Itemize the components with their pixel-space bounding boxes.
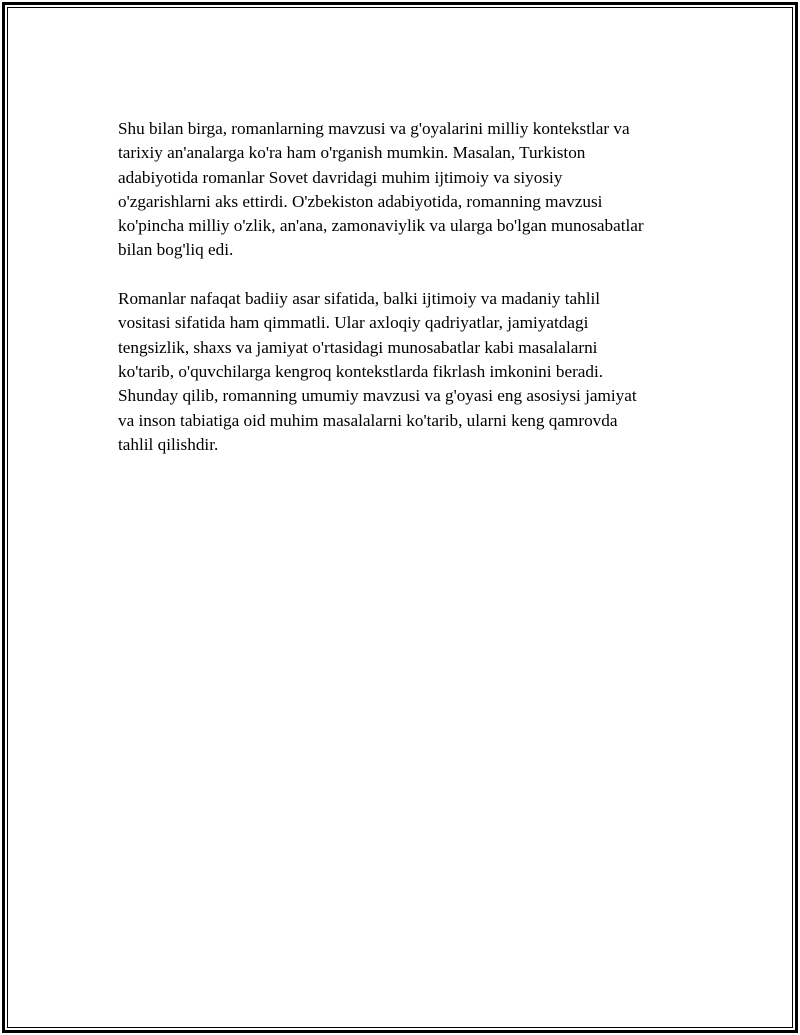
text-line: Shu bilan birga, romanlarning mavzusi va g'oyalarini milliy kontekstlar va xyxy=(118,119,630,138)
paragraph-1 xyxy=(118,117,718,263)
text-line: bilan bog'liq edi. xyxy=(118,240,234,260)
text-line: tengsizlik, shaxs va jamiyat o'rtasidagi munosabatlar kabi masalalarni xyxy=(118,337,598,357)
text-line: tahlil qilishdir. xyxy=(118,434,219,454)
text-line: ko'tarib, o'quvchilarga kengroq kontekstlarda fikrlash imkonini beradi. xyxy=(118,361,604,381)
text-line: vositasi sifatida ham qimmatli. Ular axloqiy qadriyatlar, jamiyatdagi xyxy=(118,313,589,333)
paragraph-2 xyxy=(118,287,718,457)
text-line: Romanlar nafaqat badiiy asar sifatida, balki ijtimoiy va madaniy tahlil xyxy=(118,289,601,309)
text-line: va inson tabiatiga oid muhim masalalarni ko'tarib, ularni keng qamrovda xyxy=(118,410,618,430)
text-line: tarixiy an'analarga ko'ra ham o'rganish mumkin. Masalan, Turkiston xyxy=(118,143,586,163)
text-line: ko'pincha milliy o'zlik, an'ana, zamonaviylik va ularga bo'lgan munosabatlar xyxy=(118,216,644,236)
document-body xyxy=(118,117,718,481)
text-line: Shunday qilib, romanning umumiy mavzusi va g'oyasi eng asosiysi jamiyat xyxy=(118,386,637,406)
text-line: adabiyotida romanlar Sovet davridagi muhim ijtimoiy va siyosiy xyxy=(118,167,563,187)
text-line: o'zgarishlarni aks ettirdi. O'zbekiston adabiyotida, romanning mavzusi xyxy=(118,191,603,211)
